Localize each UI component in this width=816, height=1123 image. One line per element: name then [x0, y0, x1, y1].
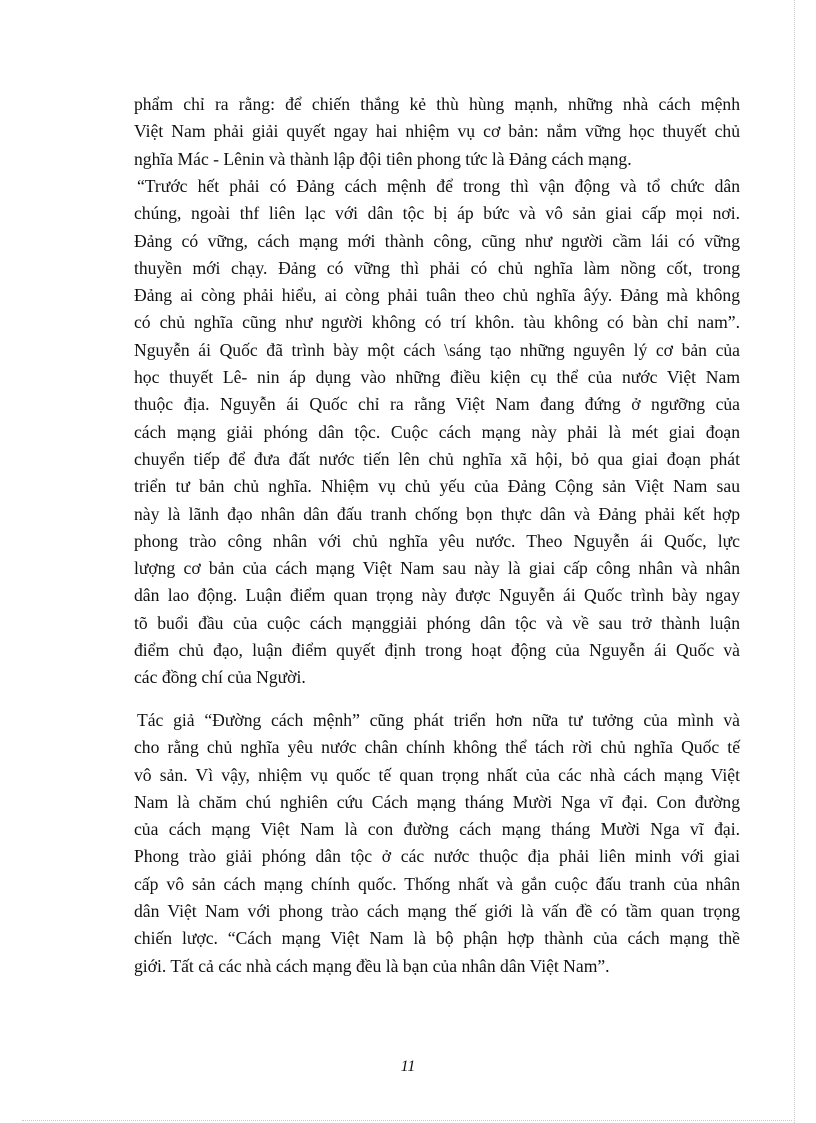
text-line: phẩm chỉ ra rằng: để chiến thắng kẻ thù hùng mạnh, những nhà cách mệnh: [134, 94, 740, 114]
text-line: Tác giả “Đường cách mệnh” cũng phát triển hơn nữa tư tưởng của mình và: [137, 710, 740, 730]
text-line: lượng cơ bản của cách mạng Việt Nam sau này là giai cấp công nhân và nhân: [134, 558, 740, 579]
text-line: cho rằng chủ nghĩa yêu nước chân chính không thể tách rời chủ nghĩa Quốc tế: [134, 737, 740, 758]
text-line: có chủ nghĩa cũng như người không có trí khôn. tàu không có bàn chỉ nam”.: [134, 312, 740, 333]
text-line: Đảng ai còng phải hiểu, ai còng phải tuân theo chủ nghĩa âýy. Đảng mà không: [134, 285, 740, 306]
text-line: Nam là chăm chú nghiên cứu Cách mạng tháng Mười Nga vĩ đại. Con đường: [134, 791, 740, 812]
text-line: Đảng có vững, cách mạng mới thành công, cũng như người cầm lái có vững: [134, 230, 740, 251]
text-line: chiến lược. “Cách mạng Việt Nam là bộ phận hợp thành của cách mạng thề: [134, 928, 740, 949]
page-number: 11: [400, 1058, 416, 1075]
text-line: dân lao động. Luận điểm quan trọng này được Nguyễn ái Quốc trình bày ngay: [134, 585, 740, 606]
text-line: triển tư bản chủ nghĩa. Nhiệm vụ chủ yếu của Đảng Cộng sản Việt Nam sau: [134, 476, 740, 497]
text-line: cấp vô sản cách mạng chính quốc. Thống nhất và gắn cuộc đấu tranh của nhân: [134, 873, 740, 894]
text-line: dân Việt Nam với phong trào cách mạng thế giới là vấn đề có tầm quan trọng: [134, 901, 740, 922]
paragraph-1: [134, 91, 740, 173]
text-line: Phong trào giải phóng dân tộc ở các nước thuộc địa phải liên minh với giai: [134, 846, 740, 867]
paragraph-3: [134, 707, 740, 980]
text-line: chúng, ngoài thf liên lạc với dân tộc bị áp bức và vô sản giai cấp mọi nơi.: [134, 203, 740, 224]
text-line: điểm chủ đạo, luận điểm quyết định trong hoạt động của Nguyễn ái Quốc và: [134, 640, 740, 661]
text-line: cách mạng giải phóng dân tộc. Cuộc cách mạng này phải là mét giai đoạn: [134, 421, 740, 442]
text-line: giới. Tất cả các nhà cách mạng đều là bạn của nhân dân Việt Nam”.: [134, 955, 610, 976]
text-line: các đồng chí của Người.: [134, 667, 306, 688]
text-line: chuyển tiếp để đưa đất nước tiến lên chủ nghĩa xã hội, bỏ qua giai đoạn phát: [134, 448, 740, 469]
text-line: này là lãnh đạo nhân dân đấu tranh chống bọn thực dân và Đảng phải kết hợp: [134, 503, 740, 524]
text-line: Việt Nam phải giải quyết ngay hai nhiệm vụ cơ bản: nắm vững học thuyết chủ: [134, 121, 740, 142]
text-line: phong trào công nhân với chủ nghĩa yêu nước. Theo Nguyễn ái Quốc, lực: [134, 530, 740, 551]
text-line: thuộc địa. Nguyễn ái Quốc chỉ ra rằng Việt Nam đang đứng ở ngưỡng của: [134, 394, 740, 415]
page-border-bottom: [22, 1120, 792, 1121]
text-line: vô sản. Vì vậy, nhiệm vụ quốc tế quan trọng nhất của các nhà cách mạng Việt: [134, 764, 740, 785]
page-border-right: [794, 0, 816, 1123]
text-line: học thuyết Lê- nin áp dụng vào những điều kiện cụ thể của nước Việt Nam: [134, 367, 740, 388]
text-line: Nguyễn ái Quốc đã trình bày một cách \sáng tạo những nguyên lý cơ bản của: [134, 339, 740, 360]
text-line: “Trước hết phải có Đảng cách mệnh để trong thì vận động và tổ chức dân: [137, 176, 740, 196]
text-line: thuyền mới chạy. Đảng có vững thì phải có chủ nghĩa làm nồng cốt, trong: [134, 257, 740, 278]
paragraph-2: [134, 173, 740, 692]
text-line: tõ buổi đầu của cuộc cách mạnggiải phóng dân tộc và về sau trở thành luận: [134, 612, 740, 633]
text-line: của cách mạng Việt Nam là con đường cách mạng tháng Mười Nga vĩ đại.: [134, 819, 740, 840]
text-line: nghĩa Mác - Lênin và thành lập đội tiên phong tức là Đảng cách mạng.: [134, 148, 632, 169]
